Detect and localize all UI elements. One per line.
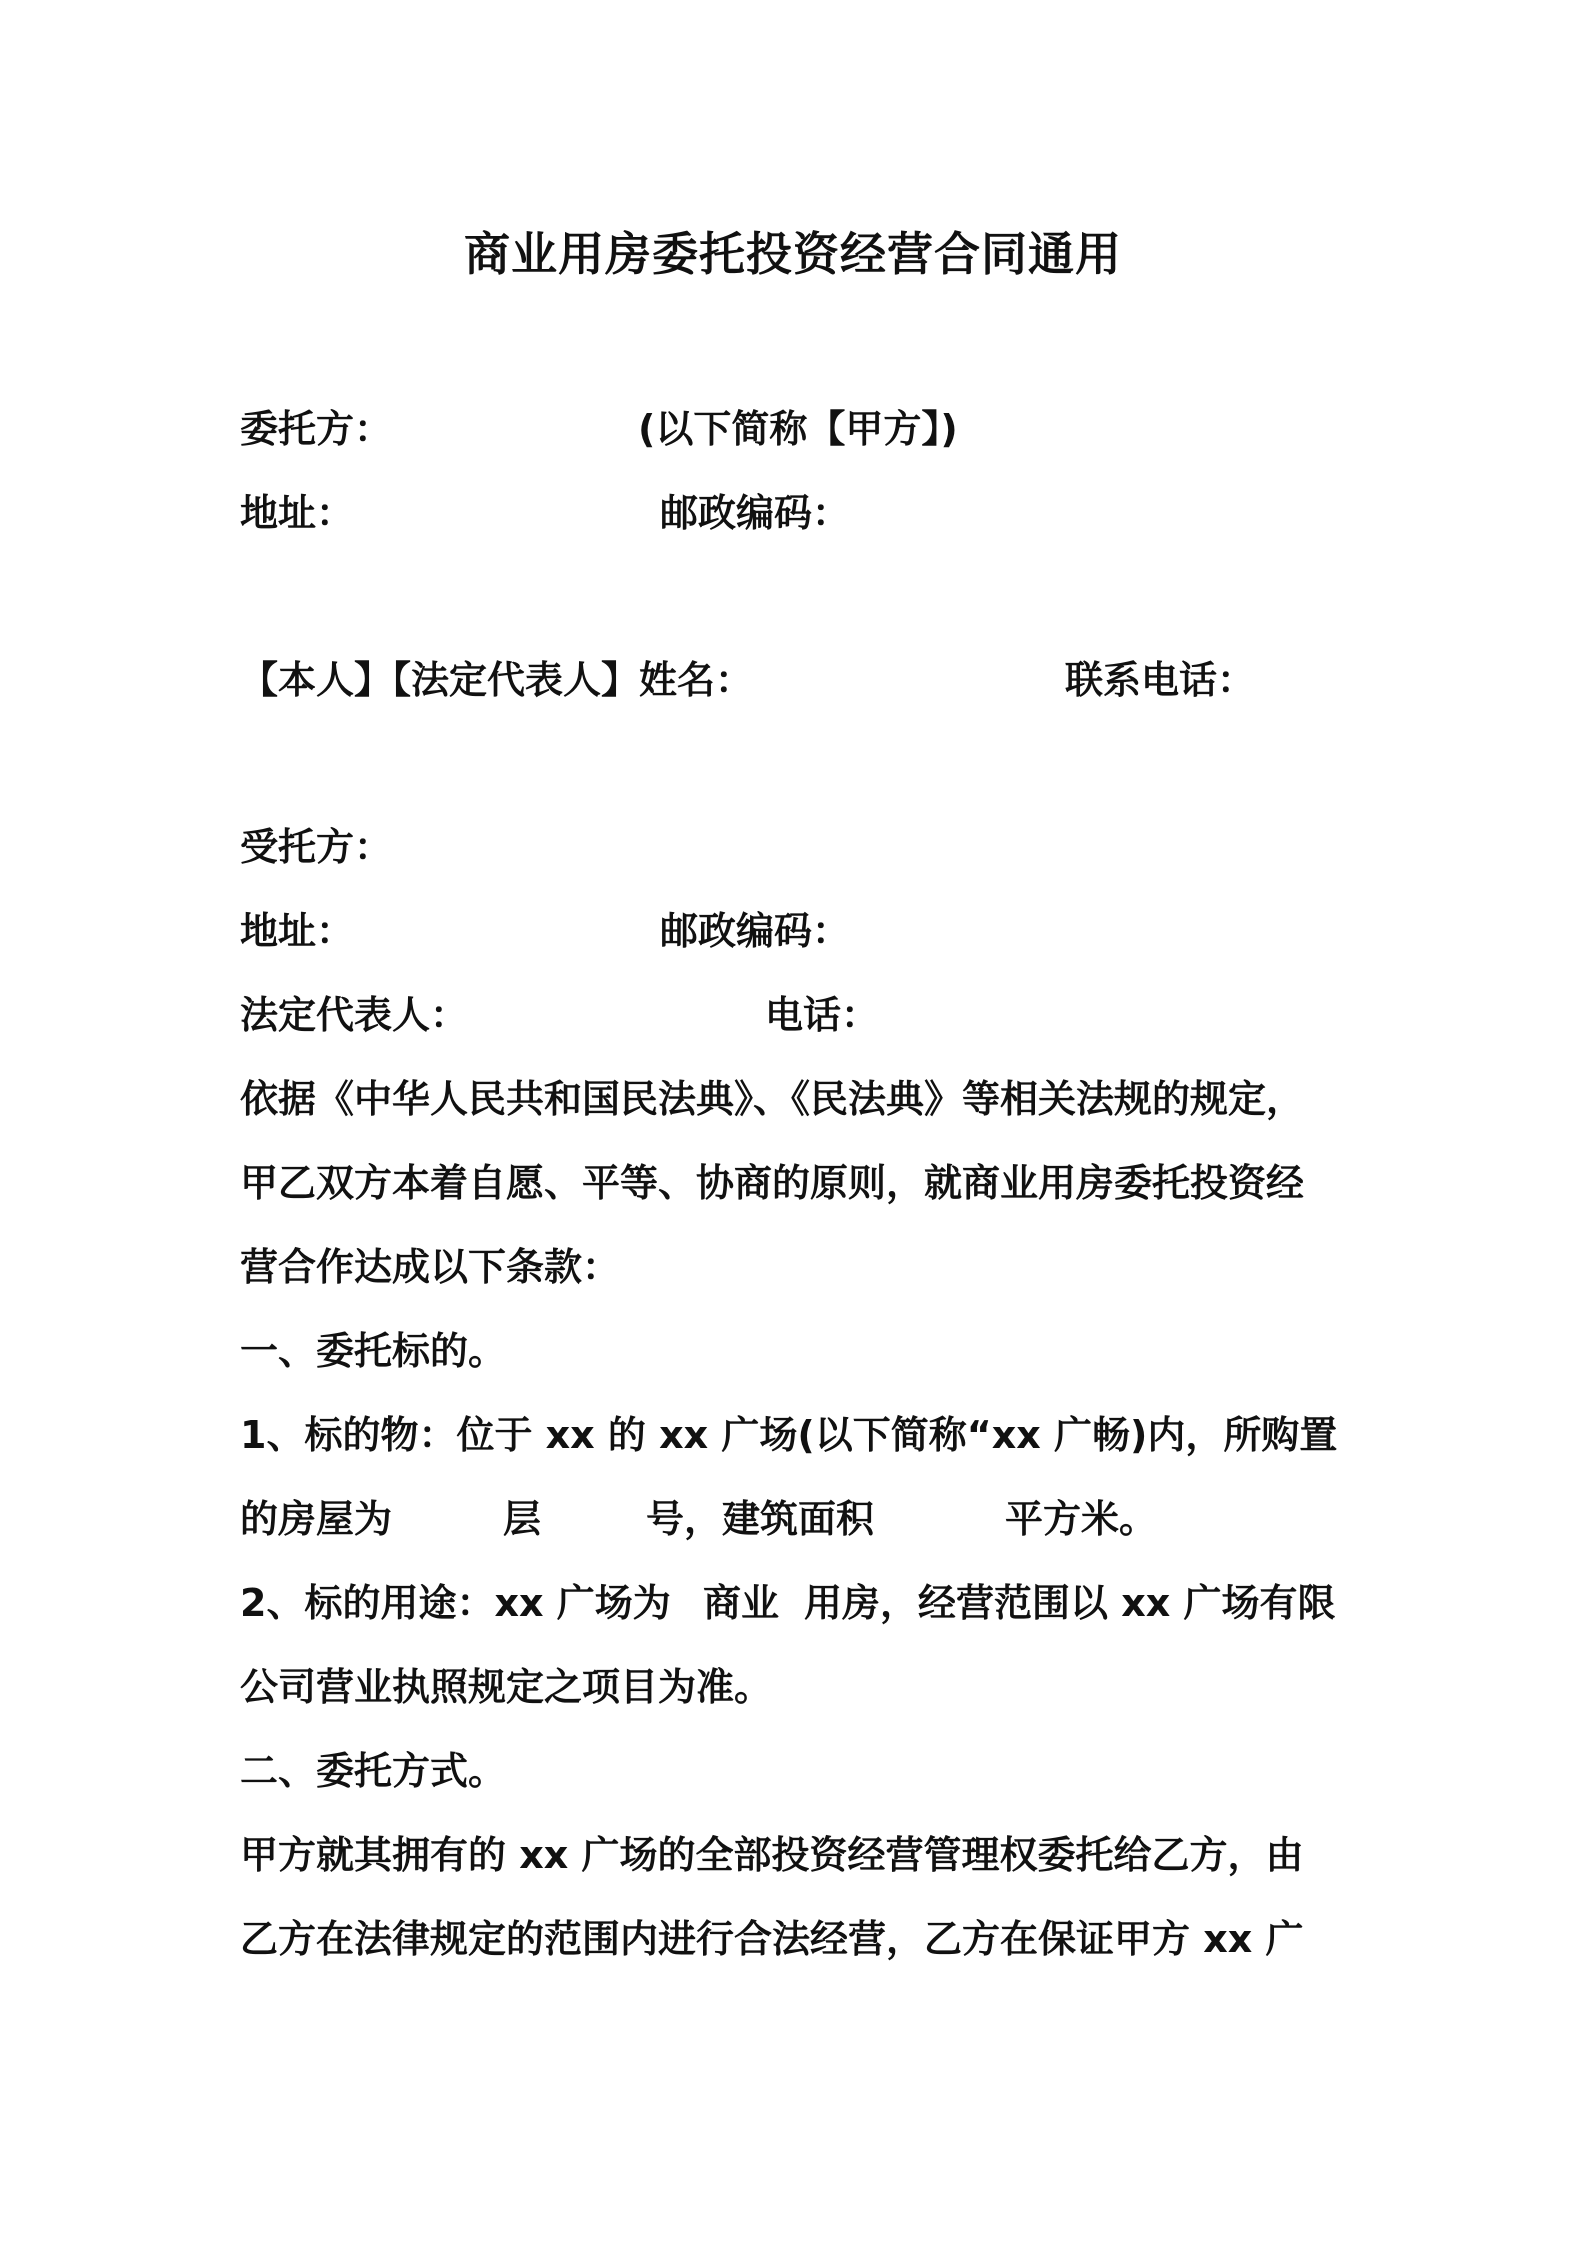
section-heading: 一、委托标的。 [240,1329,507,1373]
clause-line-part: 的房屋为 [240,1497,393,1541]
clause-line: 甲方就其拥有的 xx 广场的全部投资经营管理权委托给乙方，由 [240,1833,1304,1877]
clause-line-part: 商业 [703,1581,780,1625]
preamble-line: 营合作达成以下条款： [240,1245,621,1289]
trustee-address-label: 地址： [240,909,355,953]
clause-line-part: 用房，经营范围以 xx 广场有限 [804,1581,1336,1625]
trustee-label: 受托方： [240,825,393,869]
client-postcode-label: 邮政编码： [660,491,851,535]
clause-line-part: 号，建筑面积 [646,1497,875,1541]
client-address-label: 地址： [240,491,355,535]
clause-line-part: 层 [503,1497,542,1541]
clause-line-part: 2、标的用途：xx 广场为 [240,1581,671,1625]
preamble-line: 依据《中华人民共和国民法典》、《民法典》等相关法规的规定， [240,1077,1305,1121]
clause-line-part: 平方米。 [1005,1497,1158,1541]
clause-line: 乙方在法律规定的范围内进行合法经营，乙方在保证甲方 xx 广 [240,1917,1304,1961]
section-heading: 二、委托方式。 [240,1749,507,1793]
clause-line: 1、标的物：位于 xx 的 xx 广场(以下简称“xx 广畅)内，所购置 [240,1413,1338,1457]
client-representative-label: 【本人】【法定代表人】姓名： [240,658,754,702]
trustee-representative-label: 法定代表人： [240,993,469,1037]
trustee-postcode-label: 邮政编码： [660,909,851,953]
document-title: 商业用房委托投资经营合同通用 [464,227,1122,281]
preamble-line: 甲乙双方本着自愿、平等、协商的原则，就商业用房委托投资经 [240,1161,1305,1205]
trustee-phone-label: 电话： [765,993,880,1037]
client-phone-label: 联系电话： [1065,658,1256,702]
client-short-name-note: (以下简称【甲方】) [638,407,958,451]
clause-line: 公司营业执照规定之项目为准。 [240,1665,773,1709]
client-label: 委托方： [240,407,393,451]
